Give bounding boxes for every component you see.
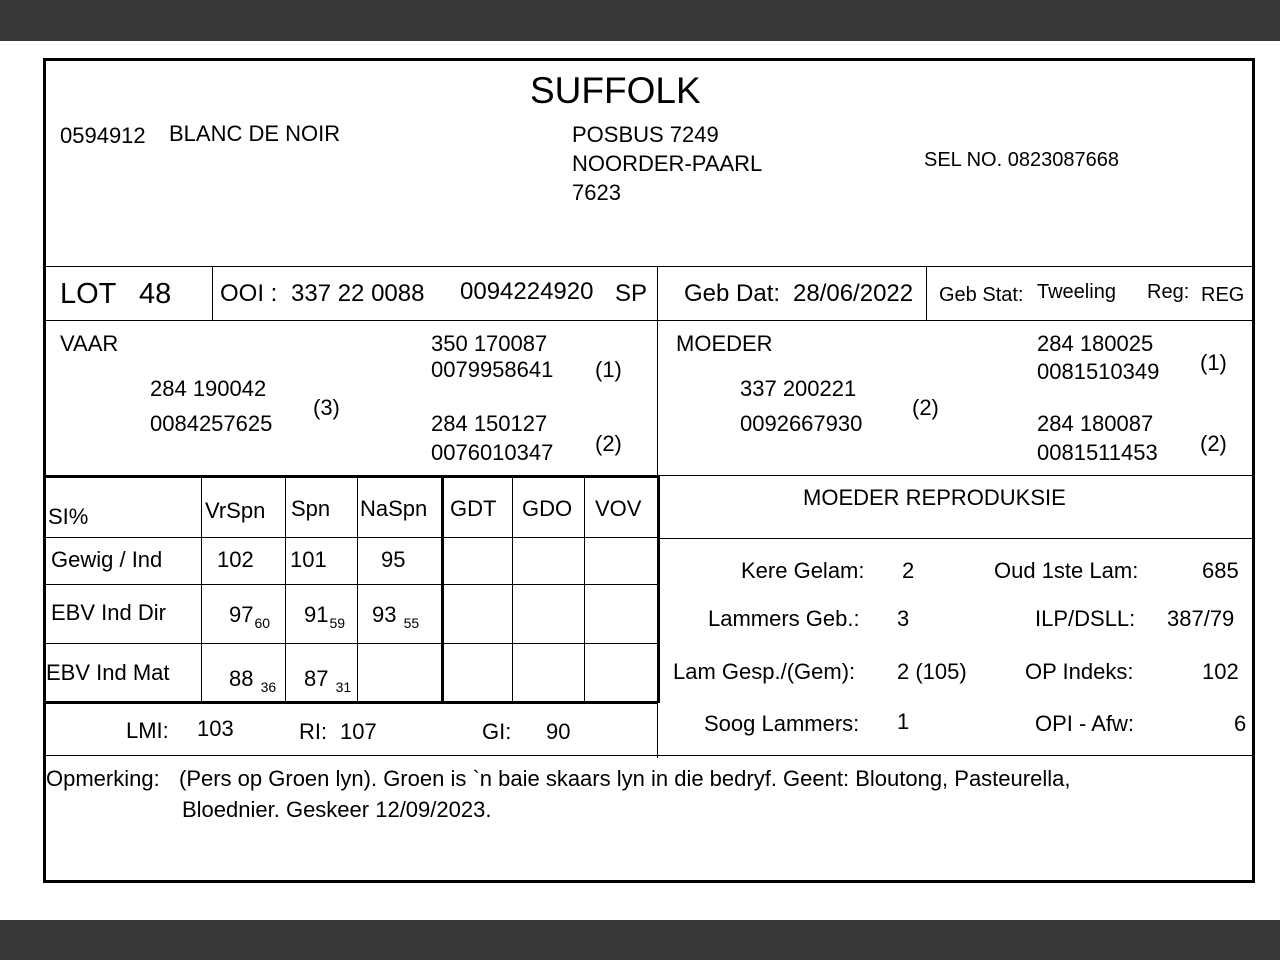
dam-sire-count: (1) xyxy=(1200,350,1227,375)
sire-number: 284 190042 xyxy=(150,376,267,401)
row-label-ebv-mat: EBV Ind Mat xyxy=(46,660,170,685)
divider xyxy=(657,538,1252,539)
table-border xyxy=(441,475,444,703)
table-corner-label: SI% xyxy=(48,504,89,529)
gewig-naspn: 95 xyxy=(381,547,406,572)
ilp-dsll-label: ILP/DSLL: xyxy=(1035,606,1136,631)
owner-address-2: NOORDER-PAARL xyxy=(572,151,763,176)
ebv-dir-vrspn: $97_{60}$ xyxy=(229,602,271,631)
sire-dam-id: 0076010347 xyxy=(431,440,554,465)
sire-label: VAAR xyxy=(60,331,119,356)
lammers-geb-label: Lammers Geb.: xyxy=(708,606,860,631)
reg-label: Reg: xyxy=(1147,281,1190,303)
lam-gesp-label: Lam Gesp./(Gem): xyxy=(673,659,856,684)
table-grid xyxy=(46,643,657,644)
row-label-ebv-dir: EBV Ind Dir xyxy=(51,600,166,625)
header-naspn: NaSpn xyxy=(360,496,428,521)
divider xyxy=(657,475,1252,476)
table-grid xyxy=(46,584,657,585)
ebv-dir-spn-accuracy: 59 xyxy=(329,615,346,631)
table-grid xyxy=(46,537,657,538)
ebv-mat-spn: 87 $_{31}$ xyxy=(304,666,352,695)
birth-status-label: Geb Stat: xyxy=(939,284,1024,306)
sire-dam-count: (2) xyxy=(595,431,622,456)
divider xyxy=(926,266,927,321)
bottom-dark-bar xyxy=(0,920,1280,960)
dam-sire-id: 0081510349 xyxy=(1037,359,1160,384)
sale-card xyxy=(43,58,1255,883)
divider xyxy=(46,755,1252,756)
dam-sire-number: 284 180025 xyxy=(1037,331,1154,356)
dam-count: (2) xyxy=(912,395,939,420)
dam-dam-id: 0081511453 xyxy=(1037,440,1158,465)
lmi-label: LMI: xyxy=(126,718,169,743)
lmi-value: 103 xyxy=(197,716,234,741)
dam-label: MOEDER xyxy=(676,331,773,356)
divider xyxy=(46,320,1252,321)
ebv-dir-naspn: 93 $_{55}$ xyxy=(372,602,420,631)
table-border xyxy=(46,475,658,478)
opi-afw-label: OPI - Afw: xyxy=(1035,711,1135,736)
ri-label: RI: xyxy=(299,719,328,744)
lot-label: LOT xyxy=(60,278,117,310)
header-vrspn: VrSpn xyxy=(205,498,266,523)
soog-lammers-value: 1 xyxy=(897,709,910,734)
sire-count: (3) xyxy=(313,395,340,420)
lot-number: 48 xyxy=(139,278,172,310)
owner-name: BLANC DE NOIR xyxy=(169,121,341,146)
ilp-dsll-value: 387/79 xyxy=(1167,606,1235,631)
ebv-dir-naspn-accuracy: 55 xyxy=(403,615,420,631)
table-grid xyxy=(512,477,513,701)
header-spn: Spn xyxy=(291,496,331,521)
kere-gelam-value: 2 xyxy=(902,558,915,583)
oud-1ste-lam-value: 685 xyxy=(1202,558,1239,583)
ooi-code: SP xyxy=(615,280,648,307)
header-gdt: GDT xyxy=(450,496,497,521)
divider xyxy=(46,266,1252,267)
gewig-spn: 101 xyxy=(290,547,327,572)
remark-line-1: (Pers op Groen lyn). Groen is `n baie skaars lyn in die bedryf. Geent: Bloutong, Pasteurella, xyxy=(179,766,1071,791)
sire-sire-count: (1) xyxy=(595,357,622,382)
oud-1ste-lam-label: Oud 1ste Lam: xyxy=(994,558,1139,583)
header-vov: VOV xyxy=(595,496,642,521)
table-grid xyxy=(357,477,358,701)
header-gdo: GDO xyxy=(522,496,573,521)
gi-value: 90 xyxy=(546,719,571,744)
soog-lammers-label: Soog Lammers: xyxy=(704,711,860,736)
sire-id: 0084257625 xyxy=(150,411,273,436)
dam-number: 337 200221 xyxy=(740,376,857,401)
table-grid xyxy=(584,477,585,701)
ooi-label: OOI : xyxy=(220,280,278,307)
table-grid xyxy=(201,477,202,701)
sire-sire-number: 350 170087 xyxy=(431,331,548,356)
owner-postcode: 7623 xyxy=(572,180,621,205)
ebv-dir-vrspn-accuracy: 60 xyxy=(254,615,271,631)
dam-dam-number: 284 180087 xyxy=(1037,411,1154,436)
table-border xyxy=(657,475,660,703)
op-indeks-label: OP Indeks: xyxy=(1025,659,1134,684)
dam-dam-count: (2) xyxy=(1200,431,1227,456)
birth-date: 28/06/2022 xyxy=(793,280,914,307)
ebv-mat-spn-accuracy: 31 xyxy=(335,679,352,695)
ebv-mat-vrspn-accuracy: 36 xyxy=(260,679,277,695)
ebv-mat-vrspn: 88 $_{36}$ xyxy=(229,666,277,695)
sire-dam-number: 284 150127 xyxy=(431,411,548,436)
table-grid xyxy=(285,477,286,701)
reg-value: REG xyxy=(1201,284,1245,306)
reproduction-title: MOEDER REPRODUKSIE xyxy=(803,485,1066,510)
kere-gelam-label: Kere Gelam: xyxy=(741,558,865,583)
remark-label: Opmerking: xyxy=(46,766,160,791)
gewig-vrspn: 102 xyxy=(217,547,254,572)
ooi-id: 0094224920 xyxy=(460,278,594,305)
lammers-geb-value: 3 xyxy=(897,606,910,631)
gi-label: GI: xyxy=(482,719,512,744)
birth-date-label: Geb Dat: xyxy=(684,280,781,307)
op-indeks-value: 102 xyxy=(1202,659,1239,684)
owner-id: 0594912 xyxy=(60,123,146,148)
ebv-dir-spn: $91_{59}$ xyxy=(304,602,346,631)
ri-value: 107 xyxy=(340,719,377,744)
remark-line-2: Bloednier. Geskeer 12/09/2023. xyxy=(182,797,492,822)
breed-title: SUFFOLK xyxy=(530,70,701,111)
owner-address-1: POSBUS 7249 xyxy=(572,122,719,147)
table-border xyxy=(46,701,658,704)
dam-id: 0092667930 xyxy=(740,411,863,436)
row-label-gewig: Gewig / Ind xyxy=(51,547,163,572)
birth-status: Tweeling xyxy=(1037,281,1116,303)
divider xyxy=(212,266,213,321)
opi-afw-value: 6 xyxy=(1234,711,1247,736)
ooi-number: 337 22 0088 xyxy=(291,280,425,307)
sel-no: SEL NO. 0823087668 xyxy=(924,149,1119,171)
sire-sire-id: 0079958641 xyxy=(431,357,554,382)
divider xyxy=(657,266,658,321)
lam-gesp-value: 2 (105) xyxy=(897,659,967,684)
top-dark-bar xyxy=(0,0,1280,41)
